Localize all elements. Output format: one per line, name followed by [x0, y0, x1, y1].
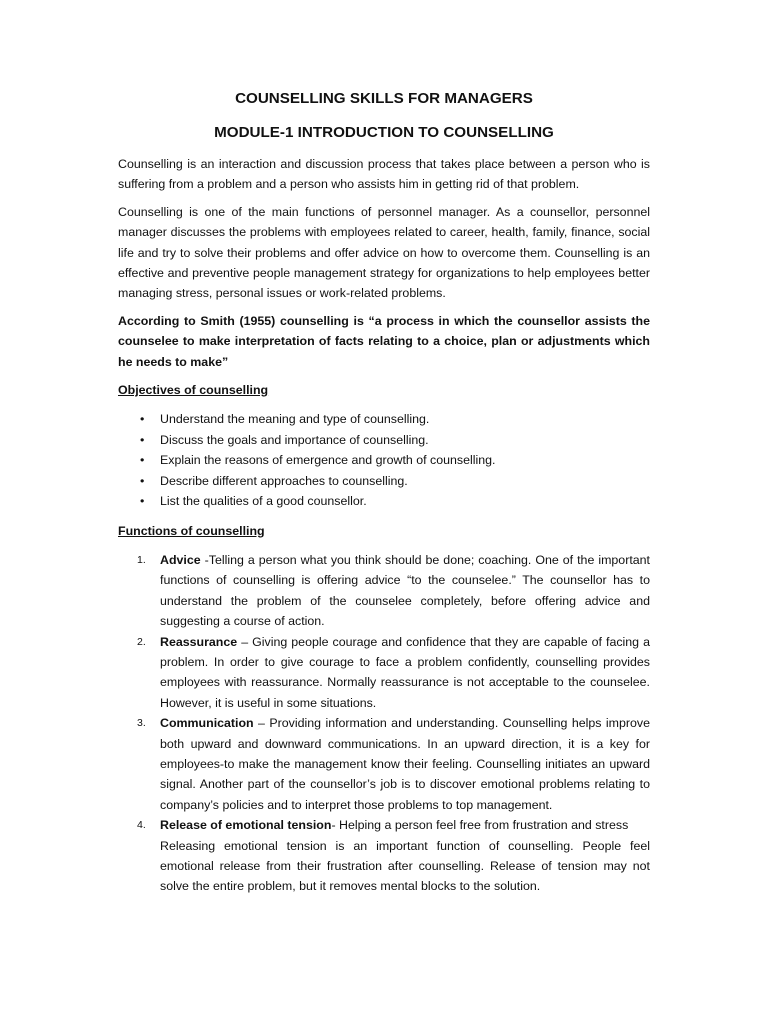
- list-item: [118, 450, 650, 470]
- list-item: [118, 491, 650, 511]
- bullet-icon: •: [140, 432, 145, 447]
- functions-heading: Functions of counselling: [118, 523, 265, 538]
- objective-text: List the qualities of a good counsellor.: [160, 494, 367, 509]
- objective-text: Understand the meaning and type of counselling.: [160, 412, 430, 427]
- function-description: - Helping a person feel free from frustration and stress: [331, 818, 629, 833]
- bullet-icon: •: [140, 453, 145, 468]
- item-number: 2.: [137, 635, 146, 648]
- function-description-continued: Releasing emotional tension is an important function of counselling. People feel emotional release from their frustration after counselling. Release of tension may not solve the entire problem, but it removes mental blocks to the solution.: [160, 838, 650, 894]
- smith-definition-quote: According to Smith (1955) counselling is “a process in which the counsellor assists the counselee to make interpretation of facts relating to a choice, plan or adjustments which he needs to make”: [118, 313, 650, 369]
- list-item: [118, 409, 650, 429]
- function-term: Advice: [160, 552, 201, 567]
- bullet-icon: •: [140, 494, 145, 509]
- item-number: 4.: [137, 819, 146, 832]
- list-item: [118, 430, 650, 450]
- function-description: – Providing information and understanding. Counselling helps improve both upward and downward communications. In an upward direction, it is a key for employees-to make the management know their feeling. Counselling initiates an upward signal. Another part of the counsellor’s job is to discover emotional problems relating to company’s policies and to interpret those problems to top management.: [160, 716, 650, 812]
- objectives-list: [118, 409, 650, 511]
- bullet-icon: •: [140, 473, 145, 488]
- objective-text: Describe different approaches to counselling.: [160, 473, 408, 488]
- objective-text: Explain the reasons of emergence and growth of counselling.: [160, 453, 496, 468]
- module-title: MODULE-1 INTRODUCTION TO COUNSELLING: [214, 124, 554, 141]
- function-term: Communication: [160, 716, 254, 731]
- personnel-manager-paragraph: Counselling is one of the main functions of personnel manager. As a counsellor, personnel manager discusses the problems with employees related to career, health, family, finance, social life and try to solve their problems and offer advice on how to overcome them. Counselling is an effective and preventive people management strategy for organizations to help employees better managing stress, personal issues or work-related problems.: [118, 204, 650, 301]
- objective-text: Discuss the goals and importance of counselling.: [160, 432, 429, 447]
- list-item: [118, 632, 650, 714]
- list-item: [118, 550, 650, 632]
- item-number: 3.: [137, 717, 146, 730]
- objectives-heading: Objectives of counselling: [118, 383, 269, 398]
- bullet-icon: •: [140, 412, 145, 427]
- document-title: COUNSELLING SKILLS FOR MANAGERS: [235, 90, 533, 107]
- document-content: [118, 88, 650, 897]
- function-term: Reassurance: [160, 634, 238, 649]
- function-term: Release of emotional tension: [160, 818, 332, 833]
- list-item: [118, 713, 650, 815]
- function-description: – Giving people courage and confidence that they are capable of facing a problem. In order to give courage to face a problem confidently, counselling provides employees with reassurance. Normally reassurance is not acceptable to the counselee. However, it is useful in some situations.: [160, 634, 650, 710]
- functions-list: [118, 550, 650, 897]
- function-description: -Telling a person what you think should be done; coaching. One of the important functions of counselling is offering advice “to the counselee.” The counsellor has to understand the problem of the counselee completely, before offering advice and suggesting a course of action.: [160, 552, 650, 629]
- list-item: [118, 815, 650, 897]
- list-item: [118, 471, 650, 491]
- intro-paragraph: Counselling is an interaction and discussion process that takes place between a person who is suffering from a problem and a person who assists him in getting rid of that problem.: [118, 157, 650, 192]
- item-number: 1.: [137, 553, 146, 566]
